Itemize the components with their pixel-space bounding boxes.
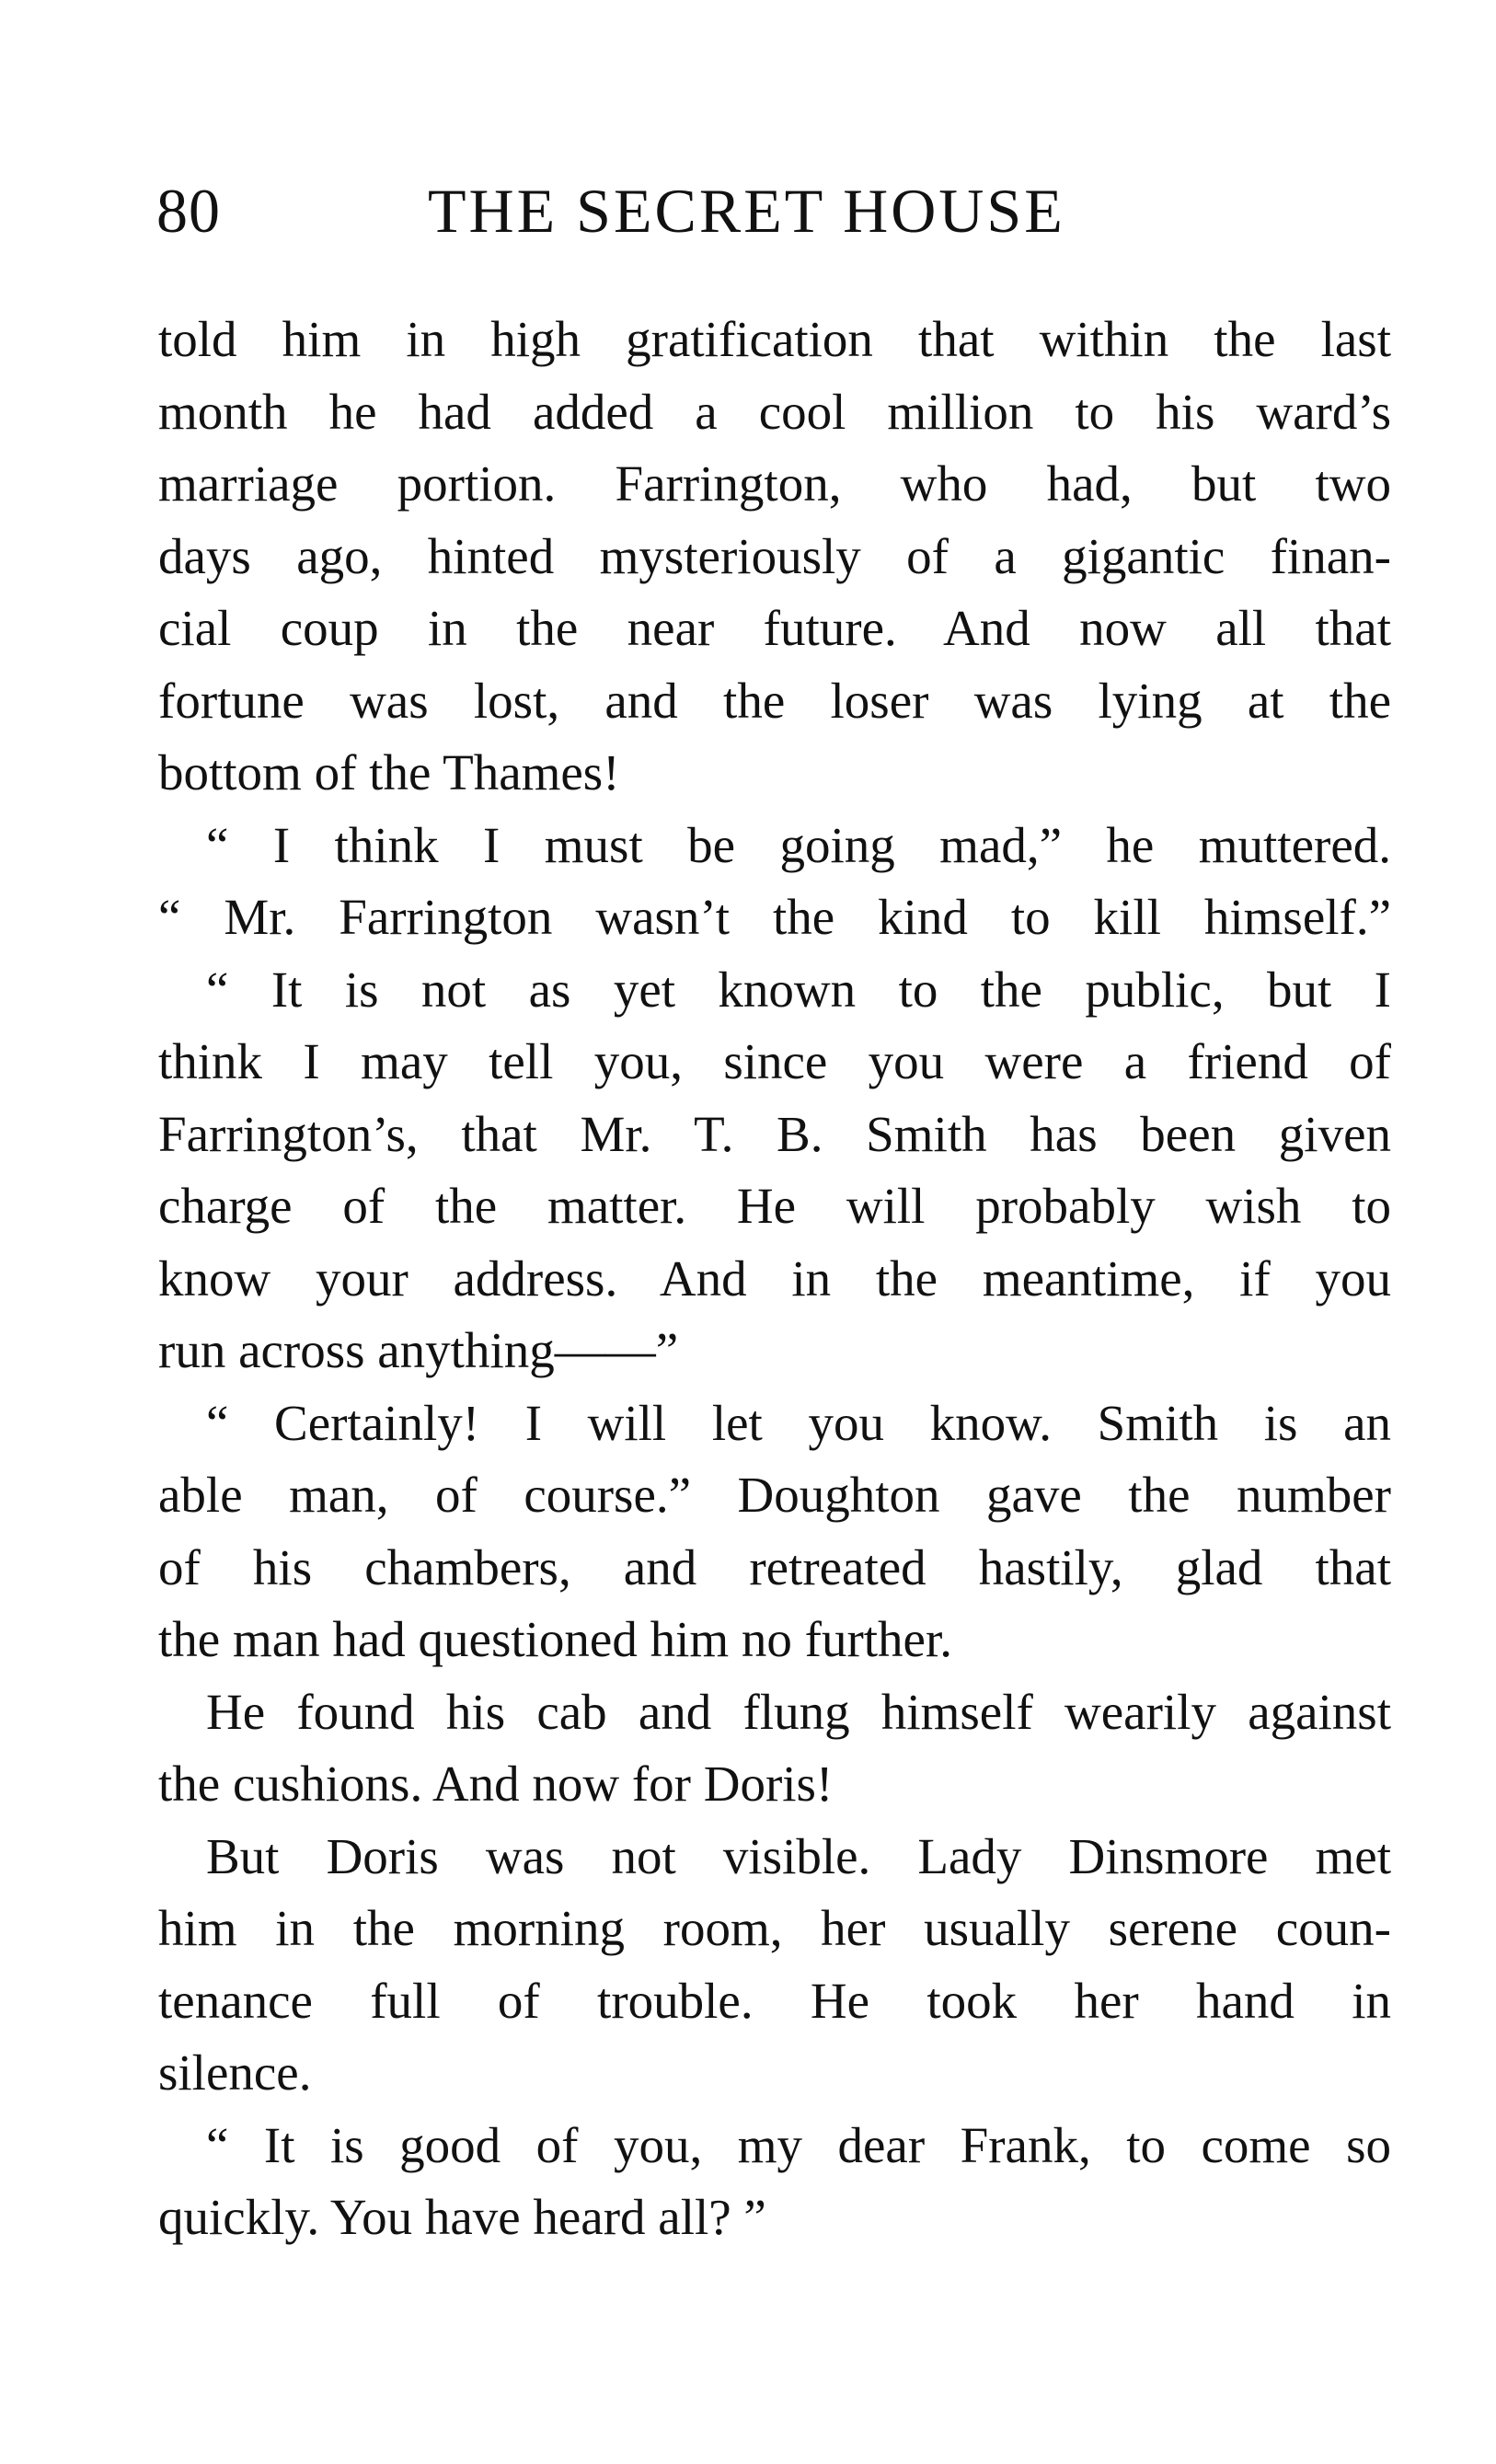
- text-line: days ago, hinted mysteriously of a gigantic finan-: [158, 527, 1391, 584]
- text-line: cial coup in the near future. And now all that: [158, 600, 1391, 656]
- text-line: He found his cab and flung himself wearily against: [206, 1683, 1391, 1740]
- running-head: [156, 175, 1398, 258]
- text-line: able man, of course.” Doughton gave the number: [158, 1467, 1391, 1523]
- text-line: quickly. You have heard all? ”: [158, 2189, 766, 2245]
- text-line: the cushions. And now for Doris!: [158, 1756, 834, 1812]
- text-line: marriage portion. Farrington, who had, but two: [158, 455, 1391, 512]
- text-line: tenance full of trouble. He took her hand in: [158, 1972, 1391, 2029]
- text-line: told him in high gratification that within the last: [158, 311, 1391, 367]
- text-line: run across anything——”: [158, 1322, 679, 1378]
- text-line: think I may tell you, since you were a friend of: [158, 1033, 1391, 1089]
- text-line: know your address. And in the meantime, if you: [158, 1249, 1391, 1307]
- body-text: [158, 304, 1391, 2254]
- text-line: “ It is good of you, my dear Frank, to come so: [206, 2116, 1391, 2173]
- book-title: THE SECRET HOUSE: [428, 176, 1065, 246]
- text-line: silence.: [158, 2044, 312, 2101]
- text-line: the man had questioned him no further.: [158, 1611, 953, 1667]
- text-line: of his chambers, and retreated hastily, glad that: [158, 1538, 1391, 1595]
- text-line: month he had added a cool million to his ward’s: [158, 383, 1391, 440]
- text-line: “ Certainly! I will let you know. Smith is an: [206, 1394, 1391, 1451]
- text-line: charge of the matter. He will probably wish to: [158, 1178, 1391, 1234]
- page-number: 80: [156, 176, 221, 246]
- text-line: him in the morning room, her usually serene coun-: [158, 1900, 1391, 1956]
- text-line: “ I think I must be going mad,” he muttered.: [206, 816, 1391, 873]
- text-line: fortune was lost, and the loser was lying at the: [158, 672, 1391, 729]
- text-line: “ Mr. Farrington wasn’t the kind to kill himself.”: [158, 889, 1391, 945]
- text-line: bottom of the Thames!: [158, 744, 620, 800]
- text-line: “ It is not as yet known to the public, but I: [206, 961, 1391, 1018]
- text-line: Farrington’s, that Mr. T. B. Smith has been given: [158, 1105, 1391, 1162]
- text-line: But Doris was not visible. Lady Dinsmore met: [206, 1827, 1391, 1884]
